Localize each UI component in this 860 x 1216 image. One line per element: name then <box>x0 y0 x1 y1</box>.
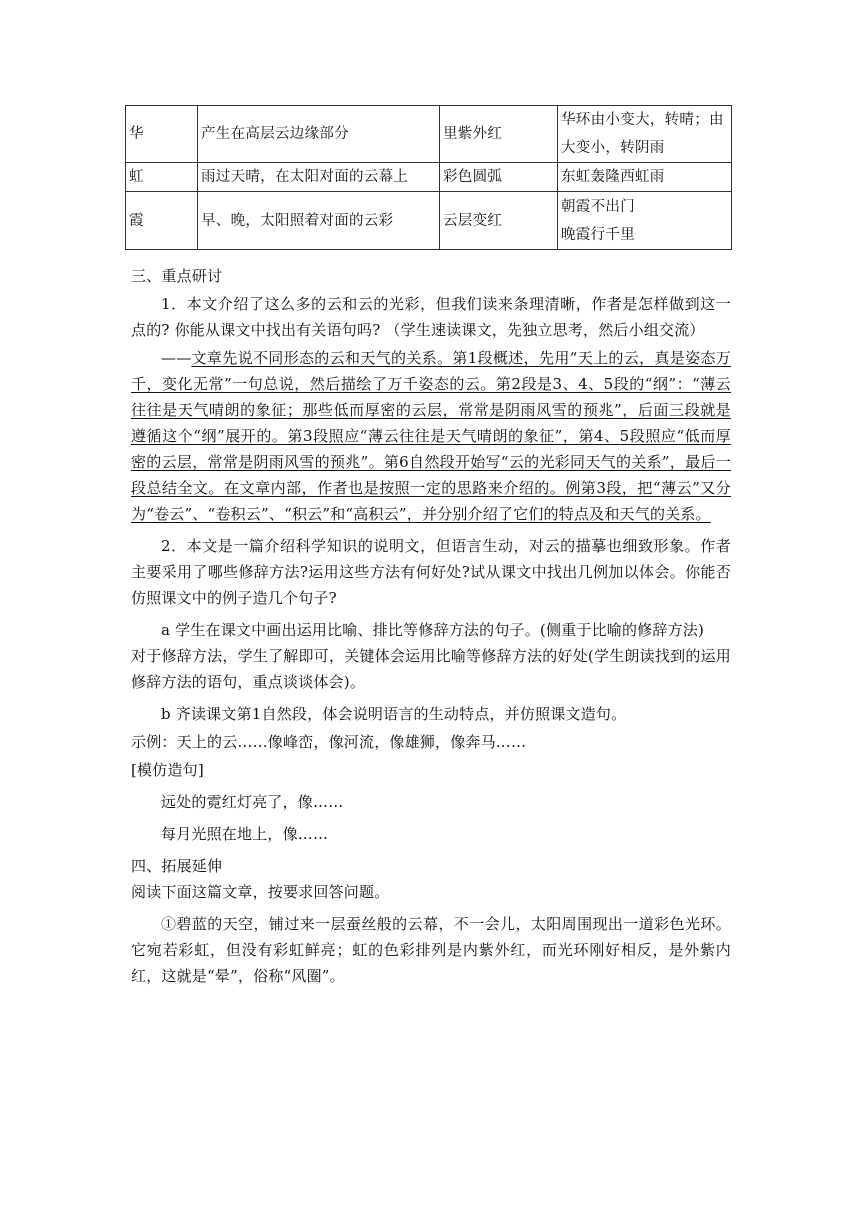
answer-dash: —— <box>161 349 192 367</box>
table-cell-name: 霞 <box>126 192 198 250</box>
reading-paragraph: ①碧蓝的天空，铺过来一层蚕丝般的云幕，不一会儿，太阳周围现出一道彩色光环。它宛若彩虹，但没有彩虹鲜亮；虹的色彩排列是内紫外红，而光环刚好相反，是外紫内红，这就是“晕”，俗称“风圈”。 <box>131 915 731 985</box>
table-cell-feature: 里紫外红 <box>440 106 558 163</box>
table-cell-name: 虹 <box>126 163 198 192</box>
table-row <box>126 106 732 163</box>
section-heading: 四、拓展延伸 <box>131 857 223 875</box>
step-b: b 齐读课文第1自然段，体会说明语言的生动特点，并仿照课文造句。 <box>161 705 627 723</box>
table-row <box>126 192 732 250</box>
answer-1-text: 文章先说不同形态的云和天气的关系。第1段概述，先用“天上的云，真是姿态万千，变化无常”一句总说，然后描绘了万千姿态的云。第2段是3、4、5段的“纲”：“薄云往往是天气晴朗的象征；那些低而厚密的云层，常常是阴雨风雪的预兆”，后面三段就是遵循这个“纲”展开的。第3段照应“薄云往往是天气晴朗的象征”，第4、5段照应“低而厚密的云层，常常是阴雨风雪的预兆”。第6自然段开始写“云的光彩同天气的关系”，最后一段总结全文。在文章内部，作者也是按照一定的思路来介绍的。例第3段，把“薄云”又分为“卷云”、“卷积云”、“积云”和“高积云”，并分别介绍了它们的特点及和天气的关系。 <box>131 349 731 523</box>
table-cell-saying <box>558 192 732 250</box>
example-line: 示例：天上的云……像峰峦，像河流，像雄狮，像奔马…… <box>131 733 527 751</box>
saying-line: 华环由小变大，转晴；由 <box>561 112 724 128</box>
document-body <box>131 263 731 989</box>
table-cell-condition: 早、晚，太阳照着对面的云彩 <box>198 192 440 250</box>
table-cell-name: 华 <box>126 106 198 163</box>
table-cell-condition: 产生在高层云边缘部分 <box>198 106 440 163</box>
question-2: 2．本文是一篇介绍科学知识的说明文，但语言生动，对云的描摹也细致形象。作者主要采用了哪些修辞方法?运用这些方法有何好处?试从课文中找出几例加以体会。你能否仿照课文中的例子造几个句子? <box>131 537 731 607</box>
imitate-sentence: 每月光照在地上，像…… <box>161 825 329 843</box>
step-a: a 学生在课文中画出运用比喻、排比等修辞方法的句子。(侧重于比喻的修辞方法) <box>161 621 705 639</box>
section-heading: 三、重点研讨 <box>131 267 223 285</box>
reading-instruction: 阅读下面这篇文章，按要求回答问题。 <box>131 883 390 901</box>
imitate-label: [模仿造句] <box>131 761 204 779</box>
table-cell-saying <box>558 106 732 163</box>
question-1: 1．本文介绍了这么多的云和云的光彩，但我们读来条理清晰，作者是怎样做到这一点的? 你能从课文中找出有关语句吗? （学生速读课文，先独立思考，然后小组交流） <box>131 295 731 339</box>
saying-line: 东虹轰隆西虹雨 <box>561 169 665 185</box>
step-a-detail: 对于修辞方法，学生了解即可，关键体会运用比喻等修辞方法的好处(学生朗读找到的运用修辞方法的语句，重点谈谈体会)。 <box>131 647 731 691</box>
saying-line: 晚霞行千里 <box>561 226 635 243</box>
answer-1 <box>131 345 731 527</box>
saying-line: 朝霞不出门 <box>561 198 635 215</box>
table-cell-feature: 云层变红 <box>440 192 558 250</box>
table-cell-condition: 雨过天晴，在太阳对面的云幕上 <box>198 163 440 192</box>
table-cell-saying <box>558 163 732 192</box>
table-cell-feature: 彩色圆弧 <box>440 163 558 192</box>
table-row <box>126 163 732 192</box>
imitate-sentence: 远处的霓红灯亮了，像…… <box>161 793 344 811</box>
cloud-phenomena-table <box>125 105 732 250</box>
saying-line: 大变小，转阴雨 <box>561 140 665 156</box>
